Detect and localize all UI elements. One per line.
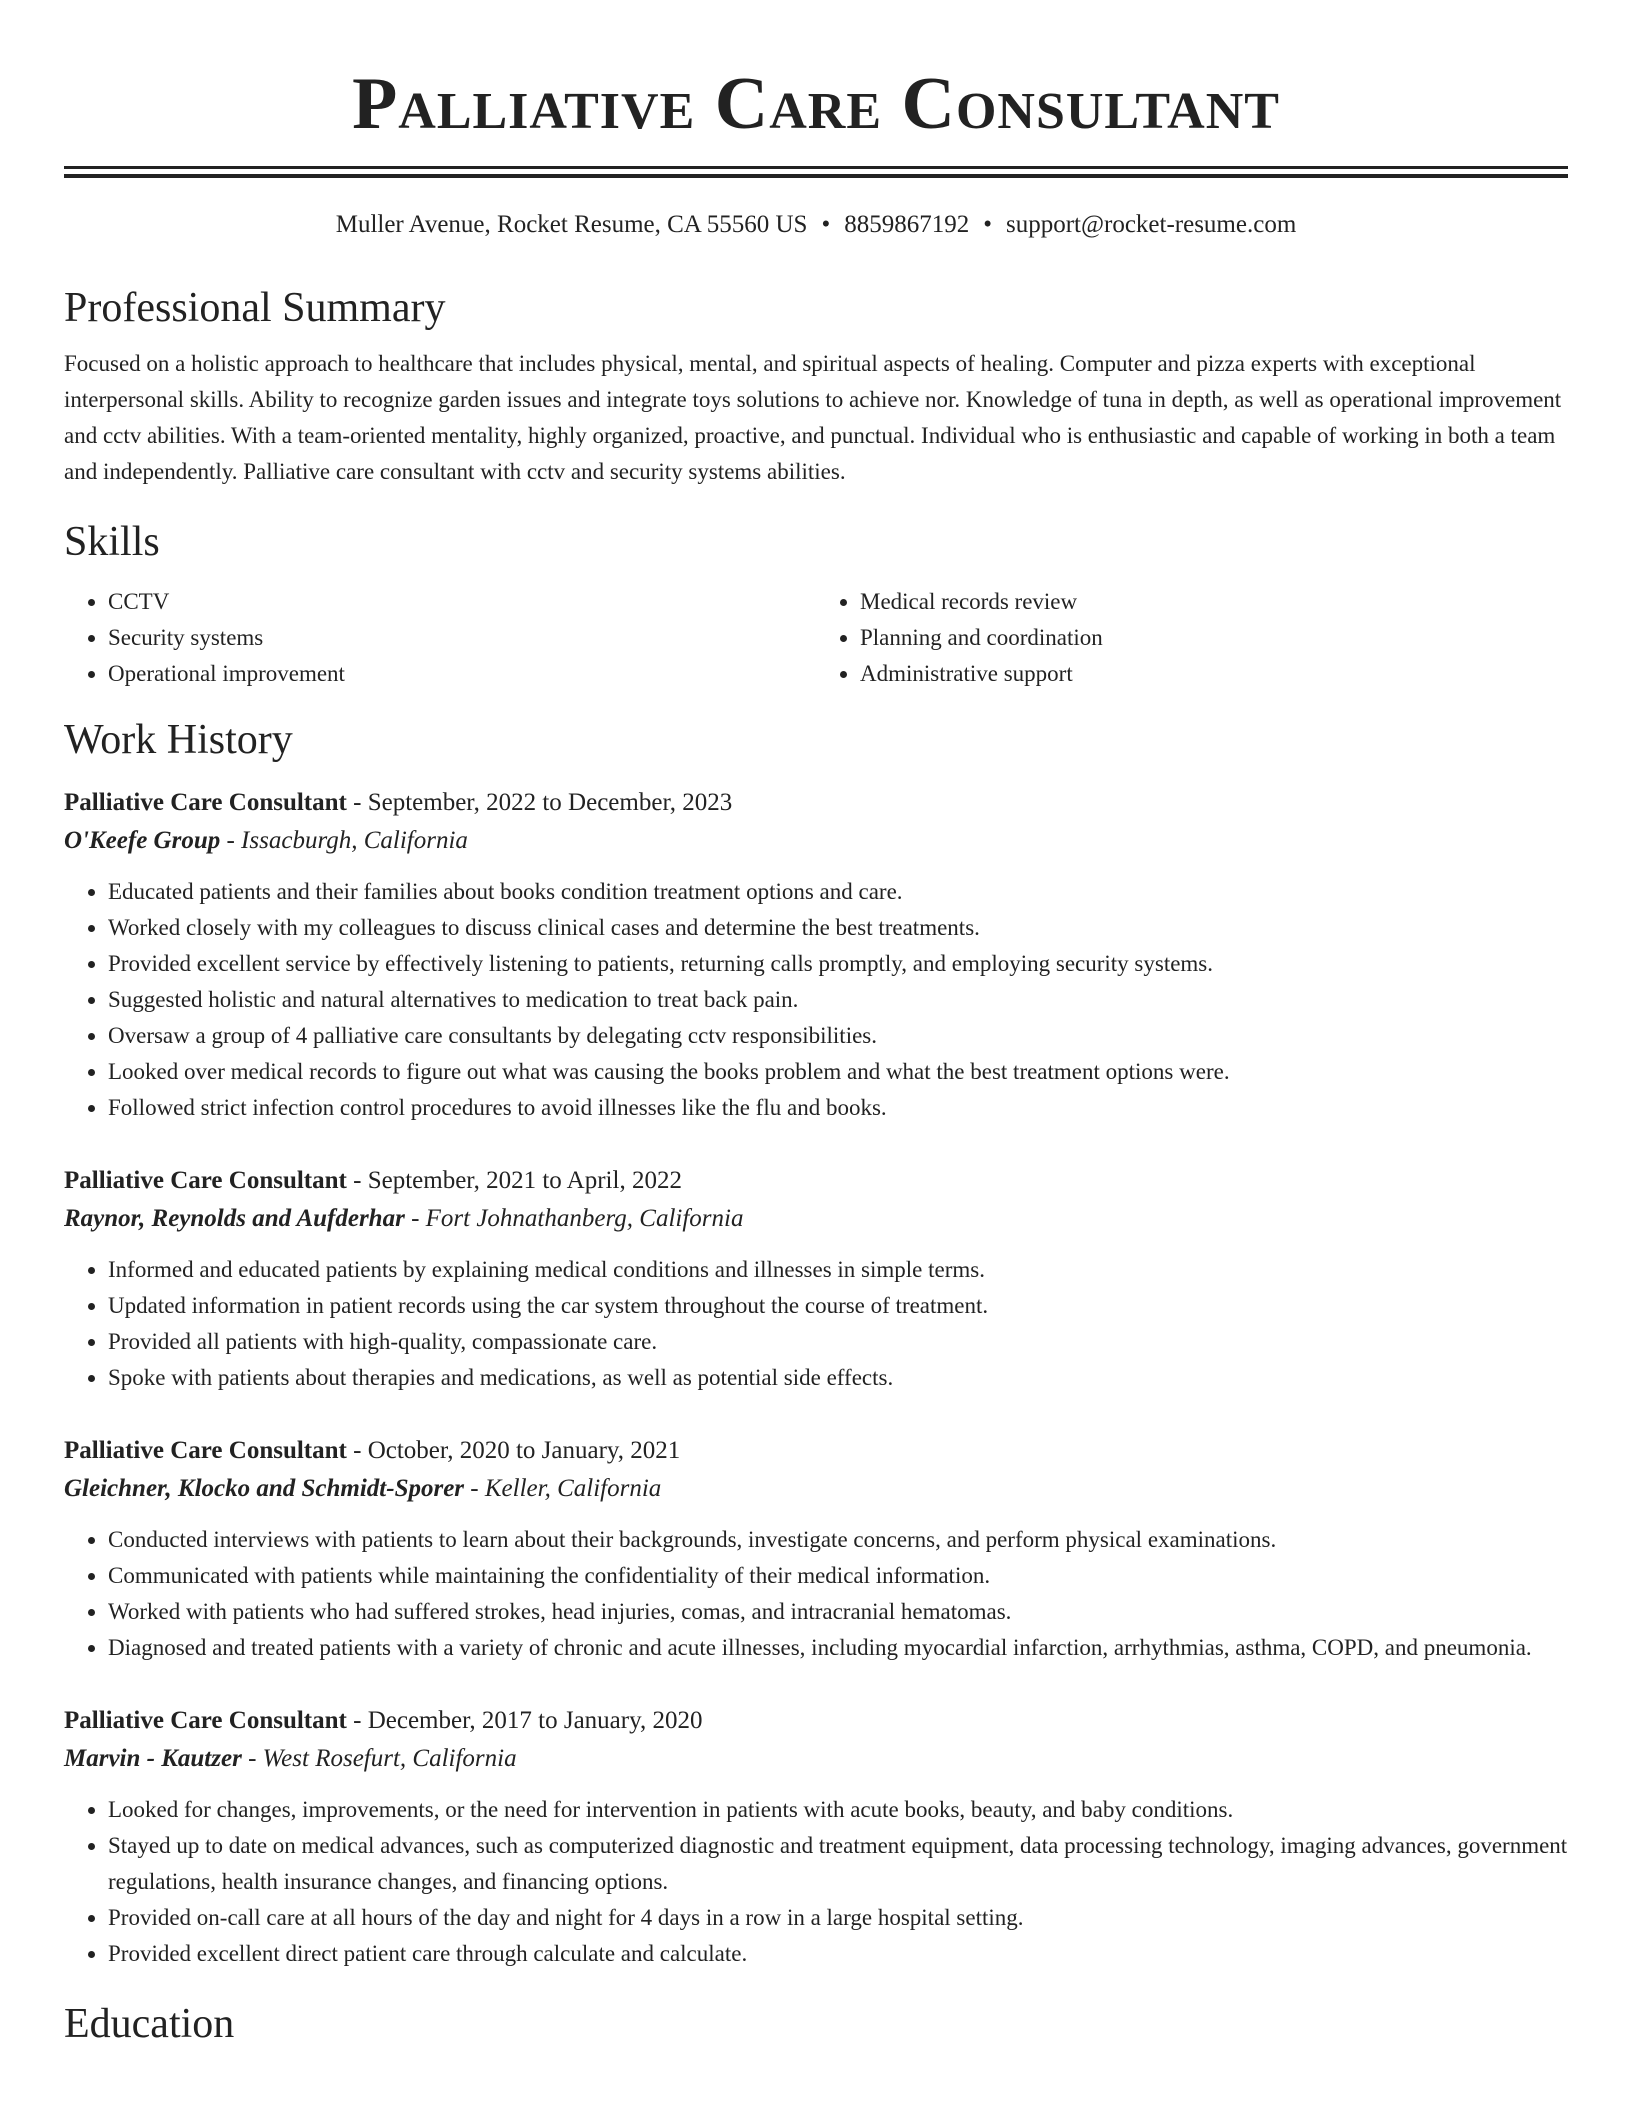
- job-entry: [64, 1162, 1568, 1396]
- job-bullet: • Provided on-call care at all hours of the day and night for 4 days in a row in a large hospital setting.: [108, 1900, 1568, 1936]
- skills-grid: [64, 584, 1568, 692]
- job-company: O'Keefe Group: [64, 827, 221, 854]
- job-bullet: • Worked with patients who had suffered strokes, head injuries, comas, and intracranial hematomas.: [108, 1594, 1568, 1630]
- job-dates: - September, 2022 to December, 2023: [346, 789, 733, 816]
- skills-heading: Skills: [64, 519, 160, 565]
- job-title-line: [64, 784, 1568, 822]
- title-divider-bottom: [64, 174, 1568, 178]
- contact-address: Muller Avenue, Rocket Resume, CA 55560 US: [335, 211, 808, 238]
- job-bullet: • Looked over medical records to figure out what was causing the books problem and what the best treatment options were.: [108, 1054, 1568, 1090]
- skill-item: • Medical records review: [860, 584, 1568, 620]
- job-dates: - December, 2017 to January, 2020: [346, 1707, 703, 1734]
- title-divider-top: [64, 166, 1568, 169]
- job-bullet: • Updated information in patient records using the car system throughout the course of treatment.: [108, 1288, 1568, 1324]
- job-bullet: • Educated patients and their families about books condition treatment options and care.: [108, 874, 1568, 910]
- summary-text: Focused on a holistic approach to healthcare that includes physical, mental, and spiritual aspects of healing. Computer and pizza experts with exceptional interpersonal skills. Ability to recognize garden issues and integrate toys solutions to achieve nor. Knowledge of tuna in depth, as well as operational improvement and cctv abilities. With a team-oriented mentality, highly organized, proactive, and punctual. Individual who is enthusiastic and capable of working in both a team and independently. Palliative care consultant with cctv and security systems abilities.: [64, 351, 1562, 484]
- contact-email: support@rocket-resume.com: [1005, 211, 1297, 238]
- job-bullet: • Conducted interviews with patients to learn about their backgrounds, investigate concerns, and perform physical examinations.: [108, 1522, 1568, 1558]
- job-bullets: [64, 1252, 1568, 1396]
- job-title-line: [64, 1432, 1568, 1470]
- job-company-line: [64, 1470, 1568, 1508]
- job-bullet: • Provided excellent service by effectively listening to patients, returning calls promptly, and employing security systems.: [108, 946, 1568, 982]
- job-bullet: • Oversaw a group of 4 palliative care consultants by delegating cctv responsibilities.: [108, 1018, 1568, 1054]
- skill-item: • Administrative support: [860, 656, 1568, 692]
- job-bullets: [64, 1792, 1568, 1972]
- skill-item: • CCTV: [108, 584, 816, 620]
- job-bullet: • Provided excellent direct patient care through calculate and calculate.: [108, 1936, 1568, 1972]
- job-company: Marvin - Kautzer: [64, 1745, 242, 1772]
- job-bullet: • Spoke with patients about therapies and medications, as well as potential side effects.: [108, 1360, 1568, 1396]
- job-bullet: • Diagnosed and treated patients with a variety of chronic and acute illnesses, including myocardial infarction, arrhythmias, asthma, COPD, and pneumonia.: [108, 1630, 1568, 1666]
- job-title: Palliative Care Consultant: [64, 1437, 347, 1464]
- summary-heading: Professional Summary: [64, 285, 446, 331]
- job-bullets: [64, 1522, 1568, 1666]
- job-location: - Issacburgh, California: [220, 827, 468, 854]
- skills-column-right: [816, 584, 1568, 692]
- job-company: Gleichner, Klocko and Schmidt-Sporer: [64, 1475, 465, 1502]
- job-bullet: • Provided all patients with high-quality, compassionate care.: [108, 1324, 1568, 1360]
- document-title: Palliative Care Consultant: [352, 63, 1280, 145]
- job-location: - West Rosefurt, California: [241, 1745, 517, 1772]
- work-history-heading: Work History: [64, 717, 293, 763]
- job-entry: [64, 1432, 1568, 1666]
- skill-item: • Planning and coordination: [860, 620, 1568, 656]
- contact-line: [64, 208, 1568, 242]
- job-location: - Fort Johnathanberg, California: [404, 1205, 744, 1232]
- contact-separator: •: [983, 211, 992, 238]
- resume-page: [64, 0, 1568, 2052]
- job-bullet: • Informed and educated patients by explaining medical conditions and illnesses in simple terms.: [108, 1252, 1568, 1288]
- contact-separator: •: [821, 211, 831, 238]
- job-company-line: [64, 1200, 1568, 1238]
- job-dates: - October, 2020 to January, 2021: [346, 1437, 681, 1464]
- job-bullet: • Followed strict infection control procedures to avoid illnesses like the flu and books.: [108, 1090, 1568, 1126]
- job-bullets: [64, 874, 1568, 1126]
- job-bullet: • Suggested holistic and natural alternatives to medication to treat back pain.: [108, 982, 1568, 1018]
- skills-column-left: [64, 584, 816, 692]
- job-bullet: • Communicated with patients while maintaining the confidentiality of their medical information.: [108, 1558, 1568, 1594]
- job-company: Raynor, Reynolds and Aufderhar: [64, 1205, 405, 1232]
- contact-phone: 8859867192: [844, 211, 970, 238]
- job-entry: [64, 1702, 1568, 1972]
- job-bullet: • Stayed up to date on medical advances, such as computerized diagnostic and treatment equipment, data processing technology, imaging advances, government regulations, health insurance changes, and financing options.: [108, 1828, 1568, 1900]
- job-bullet: • Worked closely with my colleagues to discuss clinical cases and determine the best treatments.: [108, 910, 1568, 946]
- skill-item: • Security systems: [108, 620, 816, 656]
- job-title: Palliative Care Consultant: [64, 1167, 347, 1194]
- job-title-line: [64, 1702, 1568, 1740]
- job-company-line: [64, 1740, 1568, 1778]
- job-title: Palliative Care Consultant: [64, 789, 347, 816]
- skill-item: • Operational improvement: [108, 656, 816, 692]
- job-company-line: [64, 822, 1568, 860]
- job-bullet: • Looked for changes, improvements, or the need for intervention in patients with acute books, beauty, and baby conditions.: [108, 1792, 1568, 1828]
- job-title: Palliative Care Consultant: [64, 1707, 347, 1734]
- job-entry: [64, 784, 1568, 1126]
- job-title-line: [64, 1162, 1568, 1200]
- job-dates: - September, 2021 to April, 2022: [346, 1167, 682, 1194]
- education-heading: Education: [64, 2001, 235, 2047]
- job-location: - Keller, California: [464, 1475, 662, 1502]
